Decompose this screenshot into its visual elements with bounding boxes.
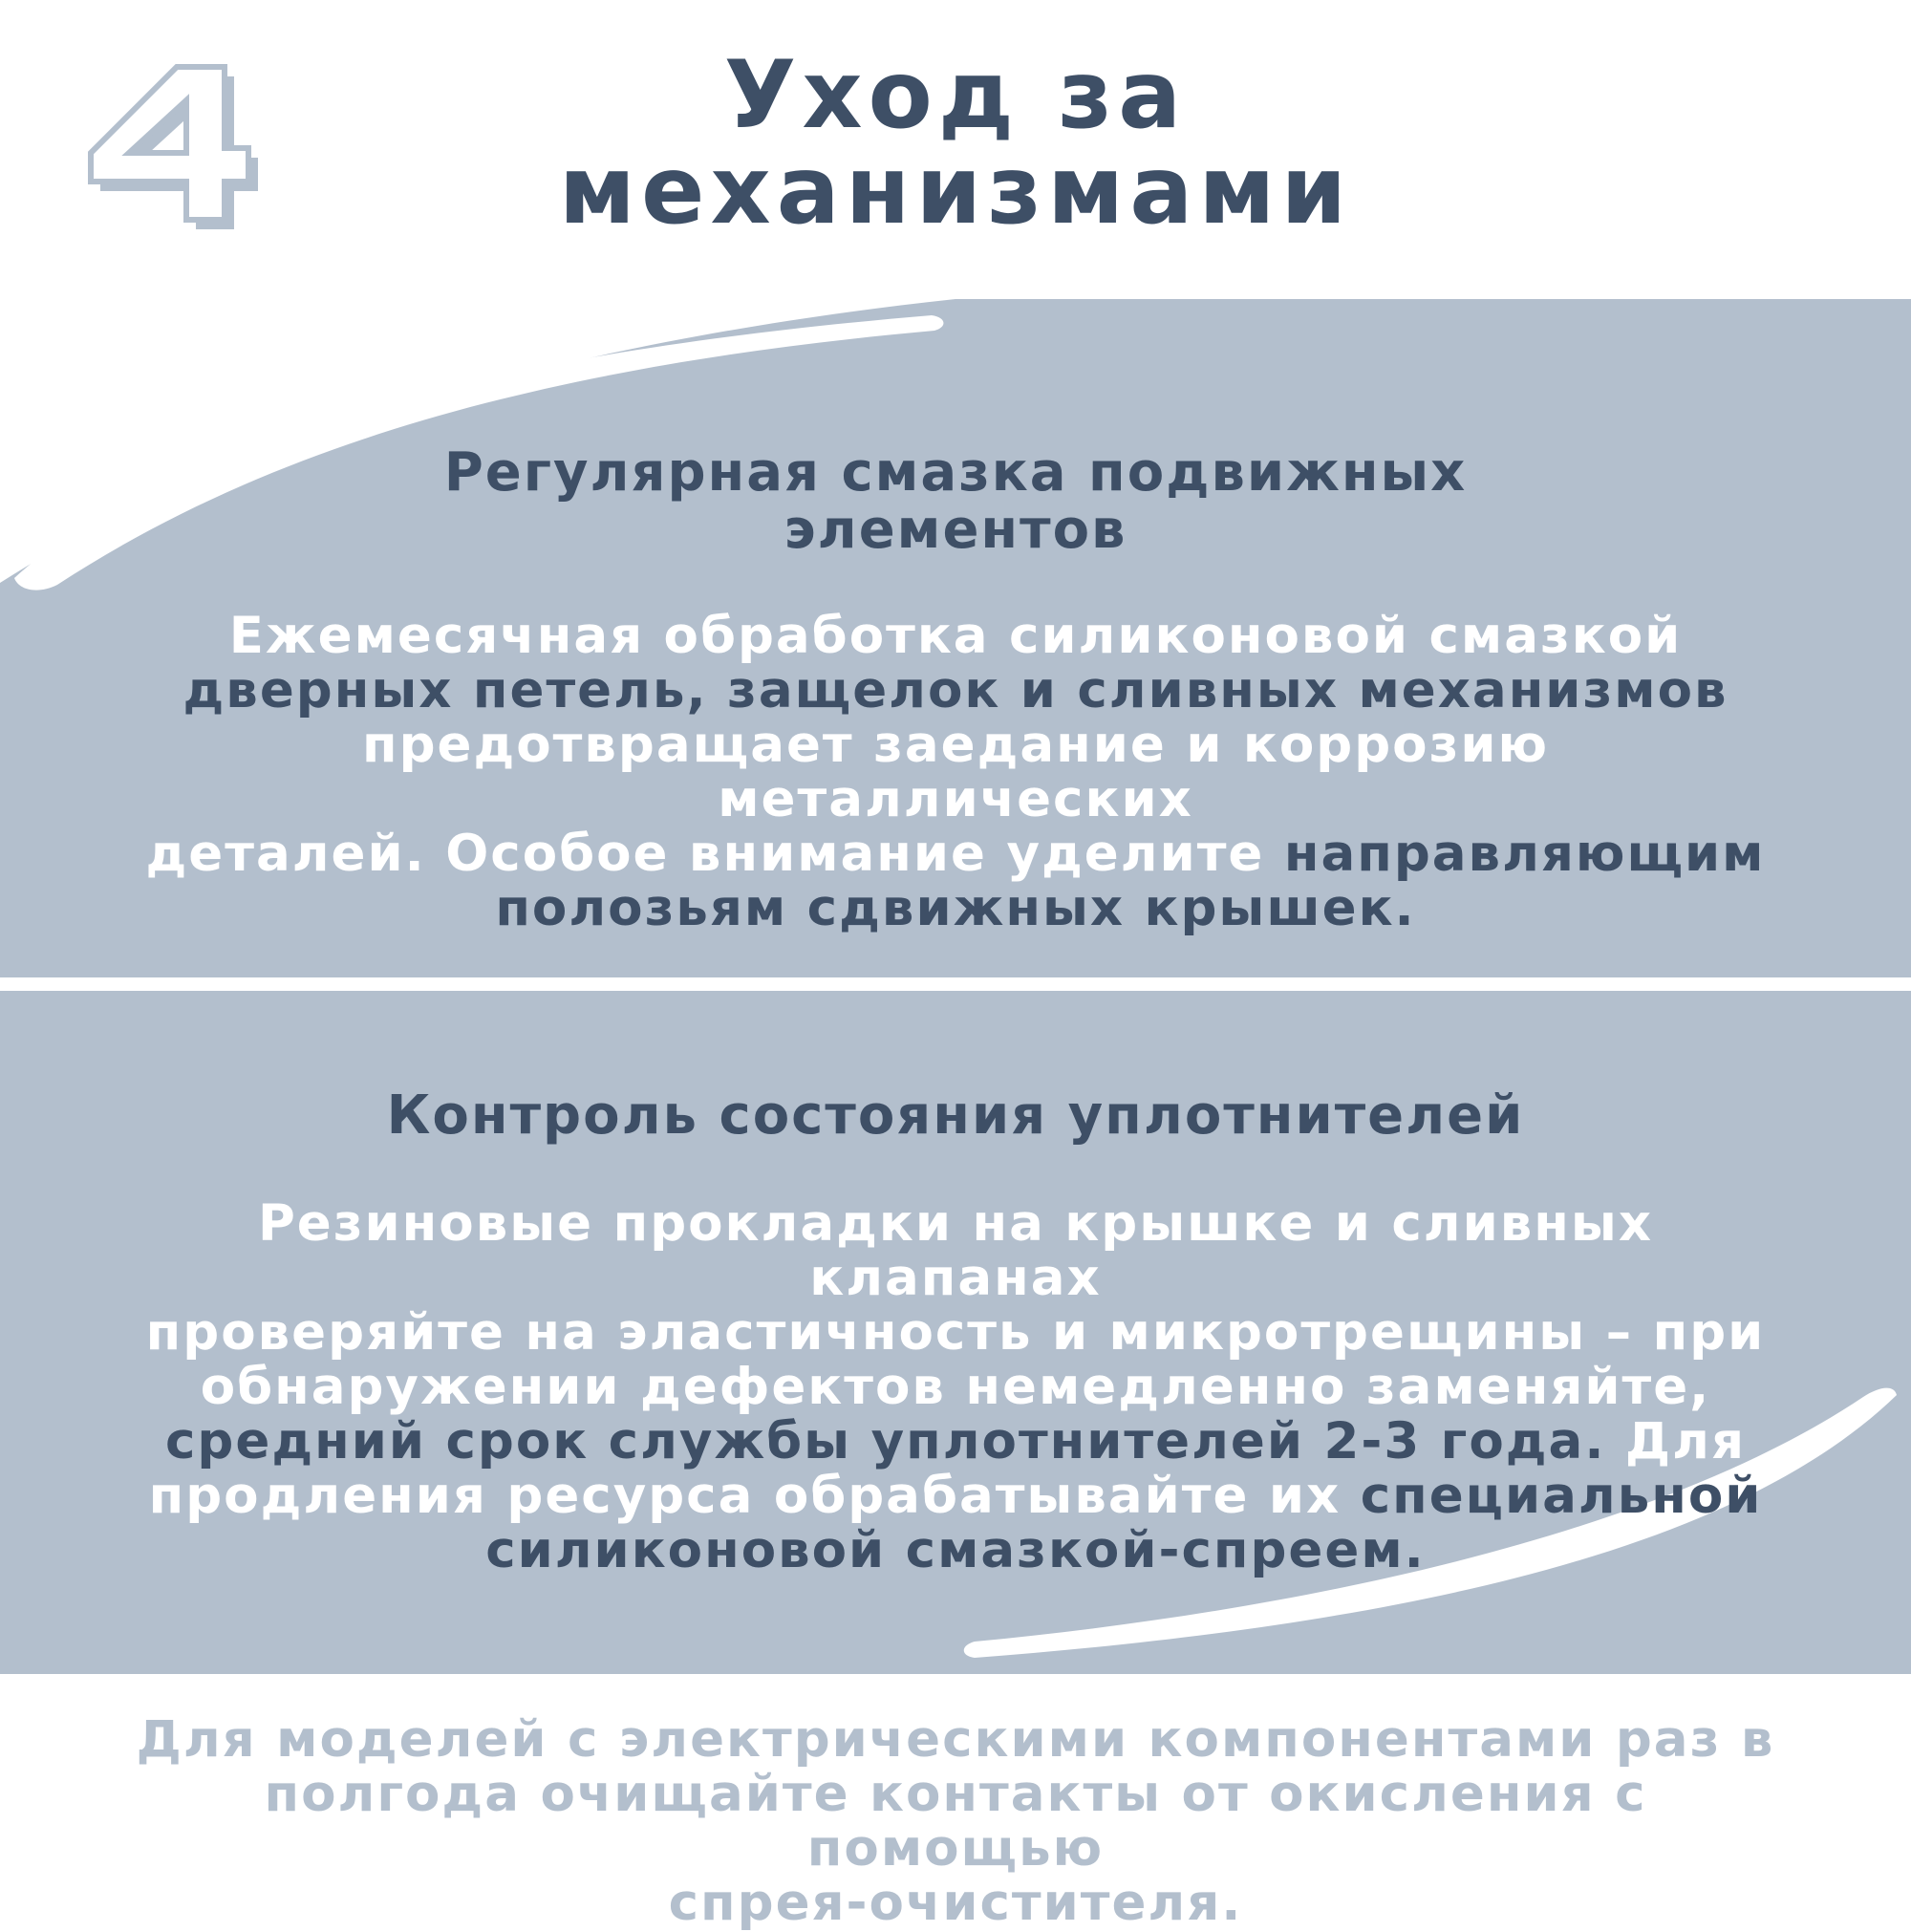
body-text: силиконовой смазкой-спреем. bbox=[485, 1521, 1426, 1579]
page-title bbox=[287, 41, 1624, 246]
body-text: средний срок службы уплотнителей 2-3 года. bbox=[165, 1412, 1625, 1470]
body-text: Резиновые прокладки на крышке и сливных клапанах bbox=[257, 1194, 1654, 1307]
footer-note bbox=[124, 1712, 1787, 1930]
page-title-line1: Уход за bbox=[723, 41, 1188, 150]
body-text-highlight: направляющим bbox=[1283, 825, 1766, 883]
body-text: предотвращает заедание и коррозию металлических bbox=[361, 716, 1550, 828]
card-title-line: элементов bbox=[784, 499, 1127, 561]
card-title-seals bbox=[143, 1084, 1768, 1147]
footer-line: полгода очищайте контакты от окисления с помощью bbox=[264, 1765, 1647, 1878]
card-title-line: Контроль состояния уплотнителей bbox=[386, 1084, 1525, 1147]
page-title-line2: механизмами bbox=[558, 137, 1353, 246]
step-number-4-icon bbox=[86, 57, 268, 239]
body-text: проверяйте на эластичность и микротрещины – при bbox=[145, 1303, 1766, 1362]
body-text: деталей. Особое внимание уделите bbox=[145, 825, 1284, 883]
footer-line: спрея-очистителя. bbox=[668, 1874, 1243, 1932]
card-body-seals bbox=[124, 1196, 1787, 1578]
body-text-highlight: специальной bbox=[1360, 1467, 1763, 1525]
body-text: продления ресурса обрабатывайте их bbox=[148, 1467, 1361, 1525]
body-text: Для bbox=[1624, 1412, 1746, 1470]
body-text: Ежемесячная обработка силиконовой смазкой bbox=[228, 607, 1683, 665]
footer-line: Для моделей с электрическими компонентами раз в bbox=[136, 1710, 1775, 1769]
body-text: обнаружении дефектов немедленно заменяйте, bbox=[200, 1358, 1711, 1416]
card-body-lubrication bbox=[124, 609, 1787, 935]
body-text: полозьям сдвижных крышек. bbox=[495, 879, 1416, 937]
card-title-line: Регулярная смазка подвижных bbox=[443, 441, 1468, 504]
body-text: дверных петель, защелок и сливных механизмов bbox=[183, 661, 1728, 719]
card-title-lubrication bbox=[143, 441, 1768, 561]
